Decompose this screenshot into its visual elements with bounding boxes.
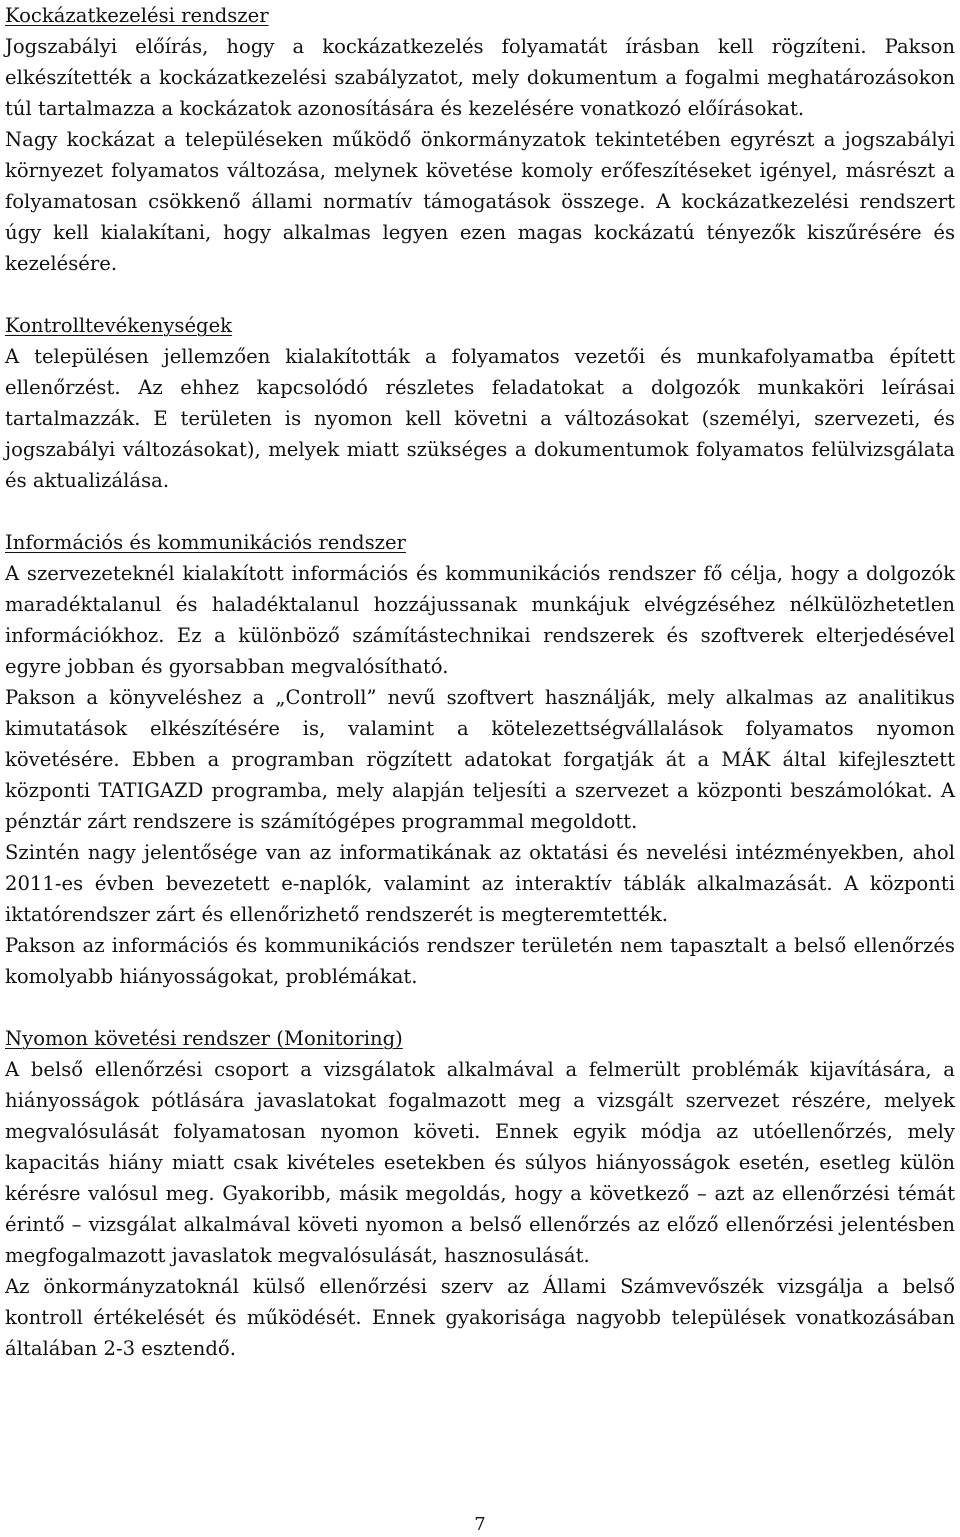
paragraph: Jogszabályi előírás, hogy a kockázatkezelés folyamatát írásban kell rögzíteni. Pakson elkészítették a kockázatkezelési szabályzatot, mely dokumentum a fogalmi meghatározásokon túl tartalmazza a kockázatok azonosítására és kezelésére vonatkozó előírásokat.	[5, 35, 955, 120]
paragraph: A belső ellenőrzési csoport a vizsgálatok alkalmával a felmerült problémák kijavítására, a hiányosságok pótlására javaslatokat fogalmazott meg a vizsgált szervezet részére, melyek megvalósulását folyamatosan nyomon követi. Ennek egyik módja az utóellenőrzés, mely kapacitás hiány miatt csak kivételes esetekben és súlyos hiányosságok esetén, esetleg külön kérésre valósul meg. Gyakoribb, másik megoldás, hogy a következő – azt az ellenőrzési témát érintő – vizsgálat alkalmával követi nyomon a belső ellenőrzés az előző ellenőrzési jelentésben megfogalmazott javaslatok megvalósulását, hasznosulását.	[5, 1058, 955, 1267]
paragraph: Pakson az információs és kommunikációs rendszer területén nem tapasztalt a belső ellenőrzés komolyabb hiányosságokat, problémákat.	[5, 934, 955, 988]
section-heading: Kockázatkezelési rendszer	[5, 4, 269, 27]
section-heading: Nyomon követési rendszer (Monitoring)	[5, 1027, 403, 1050]
paragraph: Az önkormányzatoknál külső ellenőrzési szerv az Állami Számvevőszék vizsgálja a belső kontroll értékelését és működését. Ennek gyakorisága nagyobb települések vonatkozásában általában 2-3 esztendő.	[5, 1275, 955, 1360]
section-heading: Kontrolltevékenységek	[5, 314, 233, 337]
page-number: 7	[474, 1514, 486, 1535]
section-monitoring	[5, 1023, 955, 1364]
section-information-communication	[5, 527, 955, 992]
section-risk-management	[5, 0, 955, 279]
paragraph: Szintén nagy jelentősége van az informatikának az oktatási és nevelési intézményekben, ahol 2011-es évben bevezetett e-naplók, valamint az interaktív táblák alkalmazását. A központi iktatórendszer zárt és ellenőrizhető rendszerét is megteremtették.	[5, 841, 955, 926]
paragraph: A településen jellemzően kialakították a folyamatos vezetői és munkafolyamatba épített ellenőrzést. Az ehhez kapcsolódó részletes feladatokat a dolgozók munkaköri leírásai tartalmazzák. E területen is nyomon kell követni a változásokat (személyi, szervezeti, és jogszabályi változásokat), melyek miatt szükséges a dokumentumok folyamatos felülvizsgálata és aktualizálása.	[5, 345, 955, 492]
paragraph: A szervezeteknél kialakított információs és kommunikációs rendszer fő célja, hogy a dolgozók maradéktalanul és haladéktalanul hozzájussanak munkájuk elvégzéséhez nélkülözhetetlen információkhoz. Ez a különböző számítástechnikai rendszerek és szoftverek elterjedésével egyre jobban és gyorsabban megvalósítható.	[5, 562, 955, 678]
paragraph: Nagy kockázat a településeken működő önkormányzatok tekintetében egyrészt a jogszabályi környezet folyamatos változása, melynek követése komoly erőfeszítéseket igényel, másrészt a folyamatosan csökkenő állami normatív támogatások összege. A kockázatkezelési rendszert úgy kell kialakítani, hogy alkalmas legyen ezen magas kockázatú tényezők kiszűrésére és kezelésére.	[5, 128, 955, 275]
document-page	[5, 0, 955, 1364]
paragraph: Pakson a könyveléshez a „Controll” nevű szoftvert használják, mely alkalmas az analitikus kimutatások elkészítésére is, valamint a kötelezettségvállalások folyamatos nyomon követésére. Ebben a programban rögzített adatokat forgatják át a MÁK által kifejlesztett központi TATIGAZD programba, mely alapján teljesíti a szervezet a központi beszámolókat. A pénztár zárt rendszere is számítógépes programmal megoldott.	[5, 686, 955, 833]
section-control-activities	[5, 310, 955, 496]
section-heading: Információs és kommunikációs rendszer	[5, 531, 406, 554]
